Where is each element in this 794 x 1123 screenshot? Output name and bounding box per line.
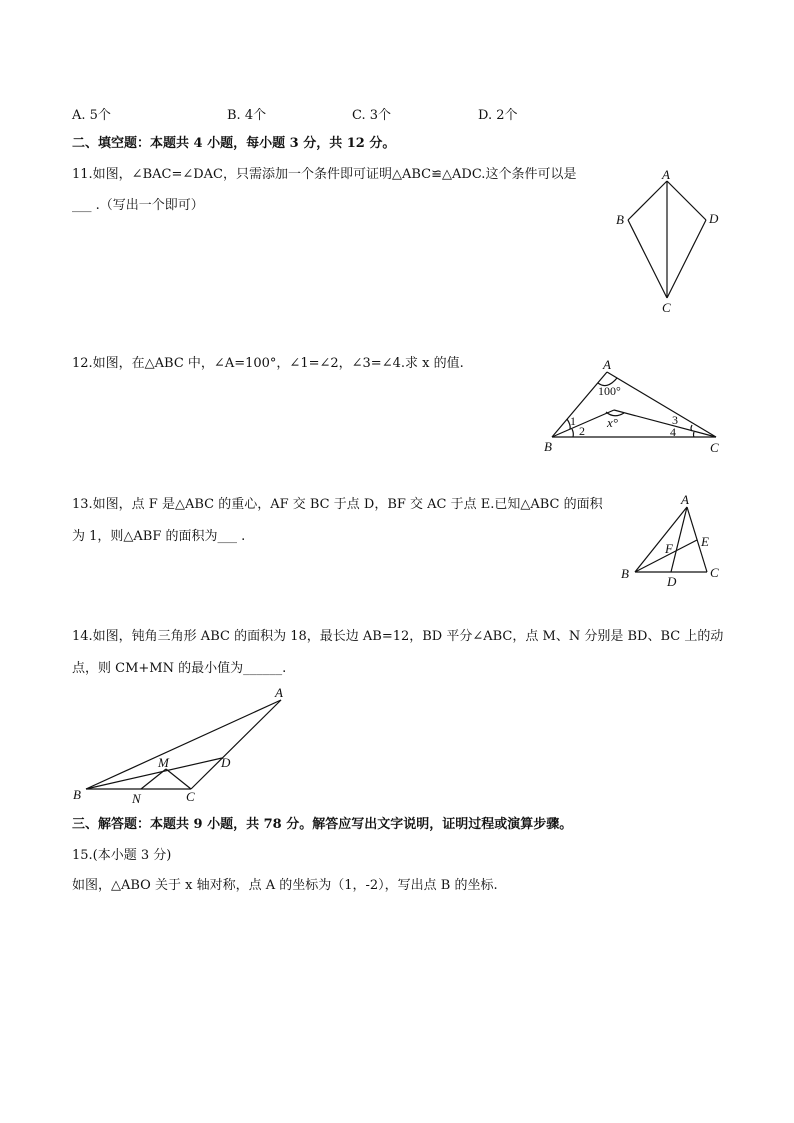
label-a: A	[275, 685, 283, 700]
segment-ac	[607, 372, 716, 437]
label-f: F	[665, 541, 673, 556]
question-14-figure	[66, 683, 296, 808]
arc-angle-2	[572, 429, 573, 437]
label-n: N	[132, 791, 141, 806]
segment-dc	[667, 220, 706, 298]
bisector-bd	[86, 758, 222, 789]
question-15-text: 如图，△ABO 关于 x 轴对称，点 A 的坐标为（1，-2），写出点 B 的坐标.	[72, 878, 498, 893]
label-angle-1: 1	[570, 414, 576, 428]
label-d: D	[221, 755, 231, 770]
section-heading-fill-blank: 二、填空题：本题共 4 小题，每小题 3 分，共 12 分。	[72, 136, 396, 151]
segment-ad	[667, 181, 706, 220]
question-14-text: 14.如图，钝角三角形 ABC 的面积为 18，最长边 AB=12，BD 平分∠ABC，点 M、N 分别是 BD、BC 上的动	[72, 629, 724, 644]
label-c: C	[186, 789, 195, 804]
label-a: A	[662, 167, 670, 182]
segment-bc	[628, 220, 667, 298]
segment-mn	[141, 769, 166, 789]
label-e: E	[701, 534, 709, 549]
bisector-from-c	[614, 410, 716, 437]
question-15-header: 15.(本小题 3 分)	[72, 848, 172, 863]
segment-ac	[191, 700, 281, 789]
label-d: D	[667, 574, 677, 589]
label-b: B	[544, 439, 552, 454]
segment-cm	[166, 769, 191, 789]
segment-ab	[628, 181, 667, 220]
segment-ab	[86, 700, 281, 789]
label-b: B	[73, 787, 81, 802]
question-11-text-2: ___ .（写出一个即可）	[72, 198, 204, 213]
label-angle-x: x°	[607, 415, 618, 430]
label-b: B	[616, 212, 624, 227]
label-c: C	[710, 440, 719, 455]
label-c: C	[710, 565, 719, 580]
label-angle-4: 4	[670, 425, 676, 439]
arc-angle-4	[694, 432, 695, 437]
question-11-figure	[600, 160, 740, 320]
question-11-text: 11.如图，∠BAC=∠DAC，只需添加一个条件即可证明△ABC≌△ADC.这个条件可以是	[72, 167, 577, 182]
label-a: A	[603, 357, 611, 372]
label-a: A	[681, 492, 689, 507]
arc-angle-3	[691, 425, 692, 431]
option-d: D. 2个	[478, 108, 518, 123]
label-angle-3: 3	[672, 413, 678, 427]
label-b: B	[621, 566, 629, 581]
question-12-figure	[540, 355, 730, 460]
label-d: D	[709, 211, 719, 226]
option-a: A. 5个	[72, 108, 111, 123]
question-13-text-2: 为 1，则△ABF 的面积为___ .	[72, 529, 246, 544]
label-angle-a: 100°	[598, 384, 621, 398]
question-12-text: 12.如图，在△ABC 中，∠A=100°，∠1=∠2，∠3=∠4.求 x 的值.	[72, 356, 464, 371]
option-b: B. 4个	[227, 108, 267, 123]
option-c: C. 3个	[352, 108, 392, 123]
question-13-figure	[615, 490, 725, 590]
question-13-text: 13.如图，点 F 是△ABC 的重心，AF 交 BC 于点 D，BF 交 AC 于点 E.已知△ABC 的面积	[72, 497, 603, 512]
label-angle-2: 2	[579, 424, 585, 438]
label-c: C	[662, 300, 671, 315]
section-heading-solutions: 三、解答题：本题共 9 小题，共 78 分。解答应写出文字说明，证明过程或演算步骤。	[72, 817, 573, 832]
label-m: M	[158, 755, 169, 770]
question-14-text-2: 点，则 CM+MN 的最小值为______.	[72, 661, 287, 676]
